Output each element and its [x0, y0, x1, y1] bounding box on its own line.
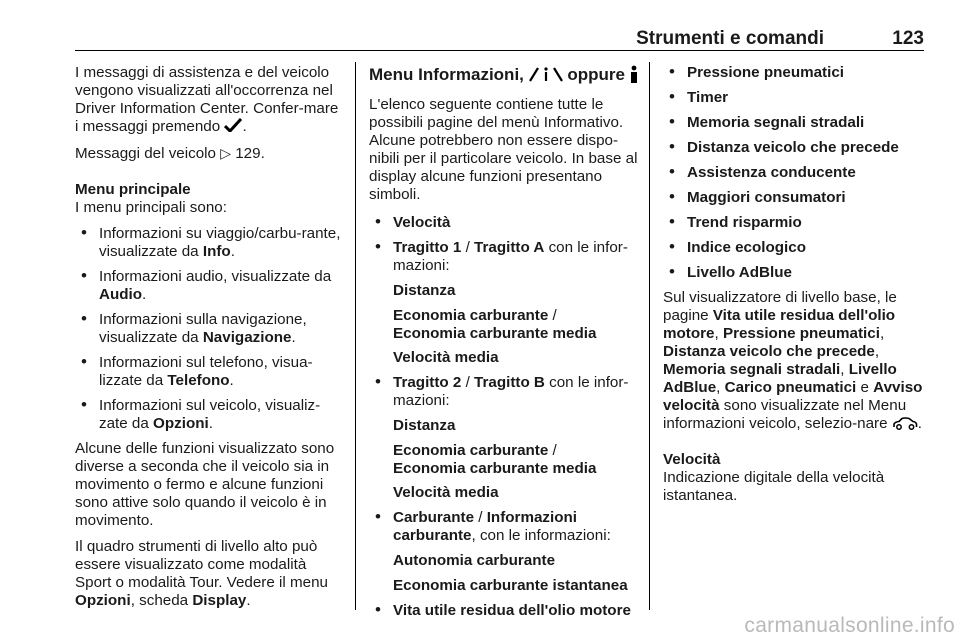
paragraph: I messaggi di assistenza e del veicolo vengono visualizzati all'occorrenza nel Driver Information Center. Confer-mare i messaggi premendo .	[75, 64, 339, 135]
list-item: • Informazioni sul veicolo, visualiz-zate da Opzioni.	[75, 397, 345, 433]
list-item: • Informazioni audio, visualizzate da Audio.	[75, 268, 345, 304]
list-item: • Pressione pneumatici	[663, 64, 925, 82]
sub-item: Economia carburante / Economia carburante media	[393, 307, 597, 342]
sub-item: Distanza	[393, 282, 456, 299]
info-page-list	[369, 214, 639, 275]
info-page-list	[369, 509, 639, 545]
column-divider	[355, 62, 356, 610]
sub-item: Velocità media	[393, 349, 499, 366]
car-icon	[892, 416, 918, 430]
watermark: carmanualsonline.info	[744, 614, 955, 637]
list-item: • Informazioni sul telefono, visua-lizzate da Telefono.	[75, 354, 345, 390]
menu-list	[75, 225, 345, 433]
paragraph: I menu principali sono:	[75, 199, 227, 216]
column-1	[75, 64, 345, 618]
sub-item: Economia carburante istantanea	[393, 577, 628, 594]
list-item: • Informazioni su viaggio/carbu-rante, visualizzate da Info.	[75, 225, 345, 261]
column-2	[369, 64, 639, 627]
paragraph: Sul visualizzatore di livello base, le pagine Vita utile residua dell'olio motore, Pressione pneumatici, Distanza veicolo che precede, Memoria segnali stradali, Livello AdBlue, Carico pneumatici e Avviso velocità sono visualizzate nel Menu informazioni veicolo, selezio-nare .	[663, 289, 923, 432]
column-3	[663, 64, 925, 513]
sub-item: Distanza	[393, 417, 456, 434]
list-item: • Vita utile residua dell'olio motore	[369, 602, 639, 620]
list-item: • Maggiori consumatori	[663, 189, 925, 207]
list-item: • Informazioni sulla navigazione, visualizzate da Navigazione.	[75, 311, 345, 347]
paragraph: Il quadro strumenti di livello alto può essere visualizzato come modalità Sport o modalità Tour. Vedere il menu Opzioni, scheda Display.	[75, 538, 328, 609]
paragraph: Alcune delle funzioni visualizzato sono diverse a seconda che il veicolo sia in movimento o fermo e alcune funzioni sono attive solo quando il veicolo è in movimento.	[75, 440, 335, 529]
section-heading: Menu Informazioni, oppure	[369, 64, 639, 86]
column-divider	[649, 62, 650, 610]
page-header	[75, 0, 924, 51]
sub-item: Economia carburante / Economia carburante media	[393, 442, 597, 477]
list-item: • Distanza veicolo che precede	[663, 139, 925, 157]
info-page-list	[369, 602, 639, 620]
sub-item: Autonomia carburante	[393, 552, 556, 569]
list-item: • Livello AdBlue	[663, 264, 925, 282]
checkmark-icon	[224, 118, 242, 132]
list-item: • Timer	[663, 89, 925, 107]
info-icon	[630, 65, 638, 83]
list-item: • Assistenza conducente	[663, 164, 925, 182]
list-item: • Tragitto 1 / Tragitto A con le infor-mazioni:	[369, 239, 639, 275]
list-item: • Tragitto 2 / Tragitto B con le infor-mazioni:	[369, 374, 639, 410]
info-page-list	[369, 374, 639, 410]
subheading: Velocità	[663, 451, 721, 468]
paragraph: Messaggi del veicolo ▷ 129.	[75, 145, 265, 162]
list-item: • Velocità	[369, 214, 639, 232]
page-ref-icon: ▷	[220, 145, 231, 161]
subheading: Menu principale	[75, 181, 191, 198]
section-title: Strumenti e comandi	[636, 28, 824, 49]
list-item: • Trend risparmio	[663, 214, 925, 232]
info-page-list	[663, 64, 925, 282]
paragraph: Indicazione digitale della velocità istantanea.	[663, 469, 885, 504]
sub-item: Velocità media	[393, 484, 499, 501]
paragraph: L'elenco seguente contiene tutte le possibili pagine del menù Informativo. Alcune potrebbero non essere dispo-nibili per il particolare veicolo. In base al display alcune funzioni presentano simboli.	[369, 96, 638, 203]
list-item: • Memoria segnali stradali	[663, 114, 925, 132]
page-number: 123	[892, 28, 924, 49]
menu-arrows-icon	[529, 66, 563, 82]
list-item: • Indice ecologico	[663, 239, 925, 257]
list-item: • Carburante / Informazioni carburante, con le informazioni:	[369, 509, 639, 545]
